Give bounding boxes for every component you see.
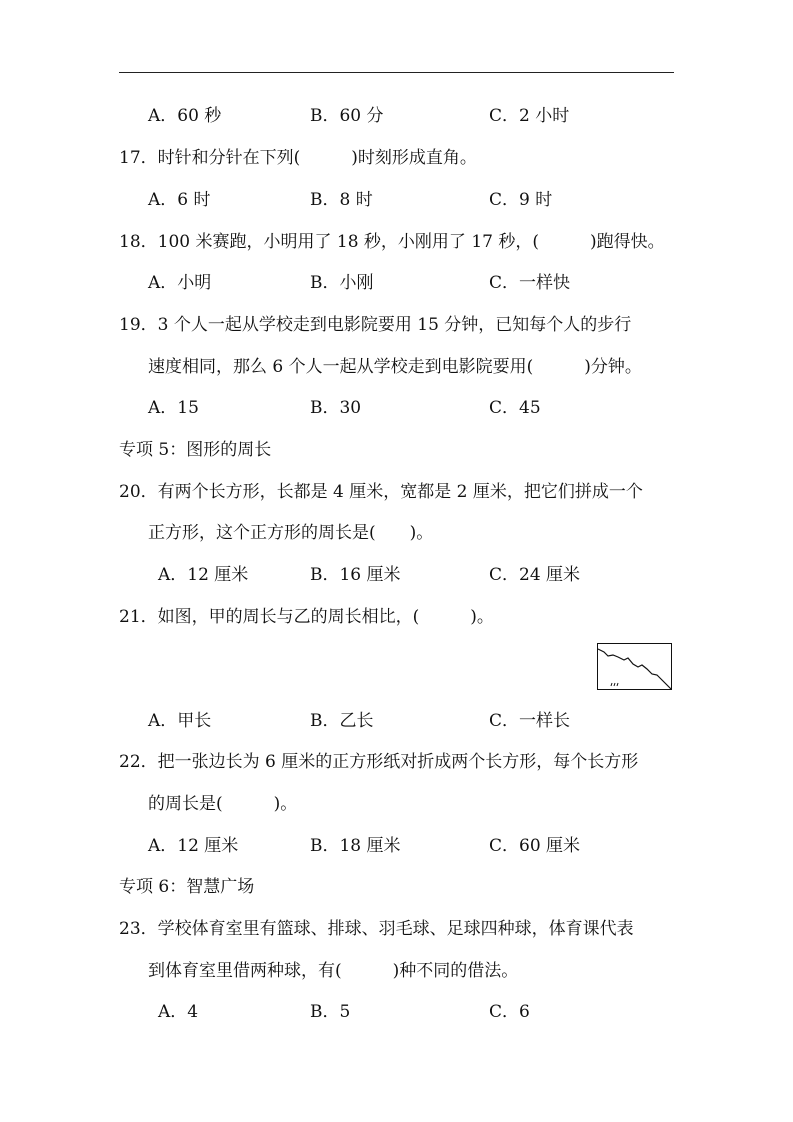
figure-outline	[598, 644, 672, 690]
figure-divider-curve	[598, 649, 671, 689]
header-rule	[119, 72, 674, 73]
q17-option-c[interactable]: C．9 时	[489, 190, 553, 210]
figure-mark	[611, 683, 618, 686]
q21-option-c[interactable]: C．一样长	[489, 711, 571, 731]
q18-option-a[interactable]: A．小明	[148, 273, 212, 293]
q20-stem-line-1: 20．有两个长方形，长都是 4 厘米，宽都是 2 厘米，把它们拼成一个	[119, 482, 643, 502]
q21-figure	[597, 643, 672, 690]
q19-option-b[interactable]: B．30	[310, 398, 362, 418]
section-6-heading: 专项 6：智慧广场	[119, 877, 255, 897]
q23-option-a[interactable]: A．4	[158, 1002, 199, 1022]
section-5-heading: 专项 5：图形的周长	[119, 440, 272, 460]
q18-option-c[interactable]: C．一样快	[489, 273, 571, 293]
q21-option-b[interactable]: B．乙长	[310, 711, 374, 731]
q20-option-c[interactable]: C．24 厘米	[489, 565, 581, 585]
q19-option-a[interactable]: A．15	[148, 398, 199, 418]
q19-option-c[interactable]: C．45	[489, 398, 541, 418]
q16-option-b[interactable]: B．60 分	[310, 106, 384, 126]
q17-option-b[interactable]: B．8 时	[310, 190, 373, 210]
q23-option-c[interactable]: C．6	[489, 1002, 530, 1022]
q18-option-b[interactable]: B．小刚	[310, 273, 374, 293]
q20-stem-line-2: 正方形，这个正方形的周长是( )。	[148, 523, 434, 543]
q23-stem-line-2: 到体育室里借两种球，有( )种不同的借法。	[148, 961, 519, 981]
q17-stem: 17．时针和分针在下列( )时刻形成直角。	[119, 148, 477, 168]
q20-option-b[interactable]: B．16 厘米	[310, 565, 401, 585]
q17-option-a[interactable]: A．6 时	[148, 190, 211, 210]
q23-option-b[interactable]: B．5	[310, 1002, 351, 1022]
q16-option-a[interactable]: A．60 秒	[148, 106, 222, 126]
q20-option-a[interactable]: A．12 厘米	[158, 565, 249, 585]
q22-option-a[interactable]: A．12 厘米	[148, 836, 239, 856]
q22-stem-line-1: 22．把一张边长为 6 厘米的正方形纸对折成两个长方形，每个长方形	[119, 752, 639, 772]
q19-stem-line-2: 速度相同，那么 6 个人一起从学校走到电影院要用( )分钟。	[148, 357, 642, 377]
q22-stem-line-2: 的周长是( )。	[148, 794, 298, 814]
q18-stem: 18．100 米赛跑，小明用了 18 秒，小刚用了 17 秒，( )跑得快。	[119, 232, 665, 252]
q21-option-a[interactable]: A．甲长	[148, 711, 212, 731]
q22-option-b[interactable]: B．18 厘米	[310, 836, 401, 856]
q23-stem-line-1: 23．学校体育室里有篮球、排球、羽毛球、足球四种球，体育课代表	[119, 919, 634, 939]
q16-option-c[interactable]: C．2 小时	[489, 106, 570, 126]
q21-stem: 21．如图，甲的周长与乙的周长相比，( )。	[119, 607, 494, 627]
q19-stem-line-1: 19．3 个人一起从学校走到电影院要用 15 分钟，已知每个人的步行	[119, 315, 632, 335]
q22-option-c[interactable]: C．60 厘米	[489, 836, 581, 856]
